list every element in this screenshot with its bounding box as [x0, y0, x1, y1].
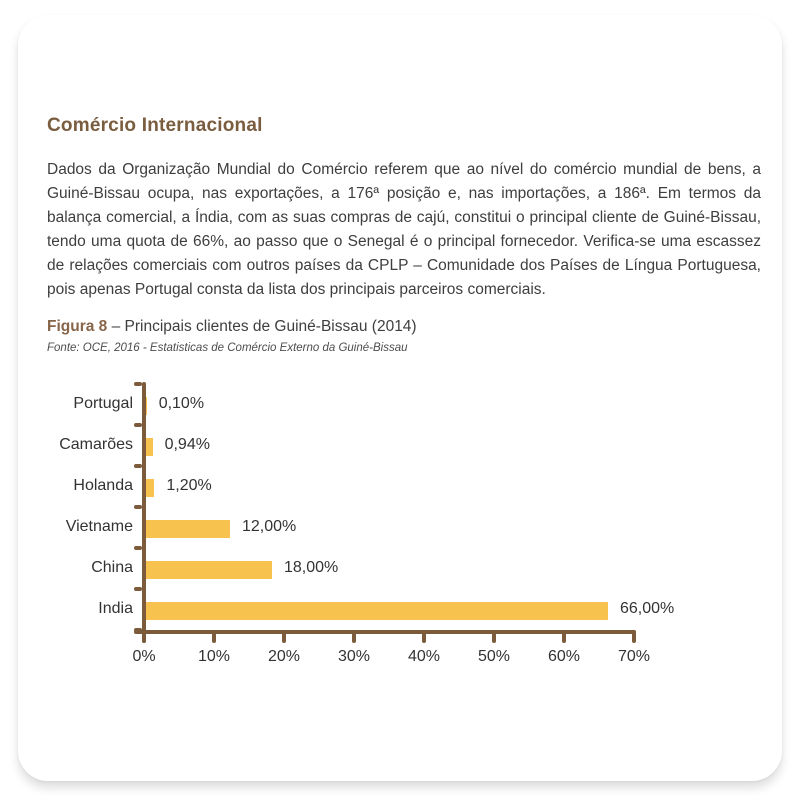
figure-number-label: Figura 8 [47, 318, 108, 335]
bar [146, 602, 608, 620]
value-label: 0,10% [158, 395, 205, 412]
bar [146, 479, 154, 497]
value-label: 66,00% [620, 600, 675, 617]
category-label: China [91, 559, 133, 576]
bar [146, 438, 153, 456]
x-axis-tick [352, 630, 356, 643]
x-tick-label: 40% [407, 648, 441, 665]
bar [146, 520, 230, 538]
y-axis-tick [134, 382, 142, 386]
x-axis-tick [492, 630, 496, 643]
y-axis-tick [134, 464, 142, 468]
y-axis-tick [134, 628, 142, 632]
bar [146, 397, 147, 415]
x-tick-label: 10% [197, 648, 231, 665]
x-axis-tick [562, 630, 566, 643]
value-label: 12,00% [242, 518, 297, 535]
value-label: 18,00% [284, 559, 339, 576]
y-axis-tick [134, 587, 142, 591]
x-tick-label: 0% [132, 648, 156, 665]
value-label: 0,94% [164, 436, 210, 453]
category-label: Camarões [59, 436, 133, 453]
document-card [18, 15, 782, 781]
bar-chart [47, 380, 727, 680]
y-axis-tick [134, 546, 142, 550]
figure-source: Fonte: OCE, 2016 - Estatisticas de Comércio Externo da Guiné-Bissau [47, 342, 408, 354]
x-axis-tick [282, 630, 286, 643]
x-tick-label: 50% [477, 648, 511, 665]
category-label: Portugal [73, 395, 133, 412]
x-axis-tick [212, 630, 216, 643]
category-label: Vietname [65, 518, 133, 535]
x-tick-label: 70% [617, 648, 651, 665]
body-paragraph: Dados da Organização Mundial do Comércio referem que ao nível do comércio mundial de bens, a Guiné-Bissau ocupa, nas exportações, a 176ª posição e, nas importações, a 186ª. Em termos da balança comercial, a Índia, com as suas compras de cajú, constitui o principal cliente de Guiné-Bissau, tendo uma quota de 66%, ao passo que o Senegal é o principal fornecedor. Verifica-se uma escassez de relações comerciais com outros países da CPLP – Comunidade dos Países de Língua Portuguesa, pois apenas Portugal consta da lista dos principais parceiros comerciais. [47, 161, 761, 298]
y-axis-tick [134, 505, 142, 509]
figure-title: – Principais clientes de Guiné-Bissau (2014) [107, 318, 417, 335]
x-tick-label: 30% [337, 648, 371, 665]
y-axis-tick [134, 423, 142, 427]
category-label: India [98, 600, 133, 617]
x-axis-tick [142, 630, 146, 643]
page-title: Comércio Internacional [47, 115, 263, 136]
category-label: Holanda [73, 477, 133, 494]
x-axis [134, 630, 636, 634]
x-tick-label: 20% [267, 648, 301, 665]
figure-caption [47, 318, 753, 336]
x-tick-label: 60% [547, 648, 581, 665]
value-label: 1,20% [166, 477, 212, 494]
bar [146, 561, 272, 579]
x-axis-tick [632, 630, 636, 643]
x-axis-tick [422, 630, 426, 643]
